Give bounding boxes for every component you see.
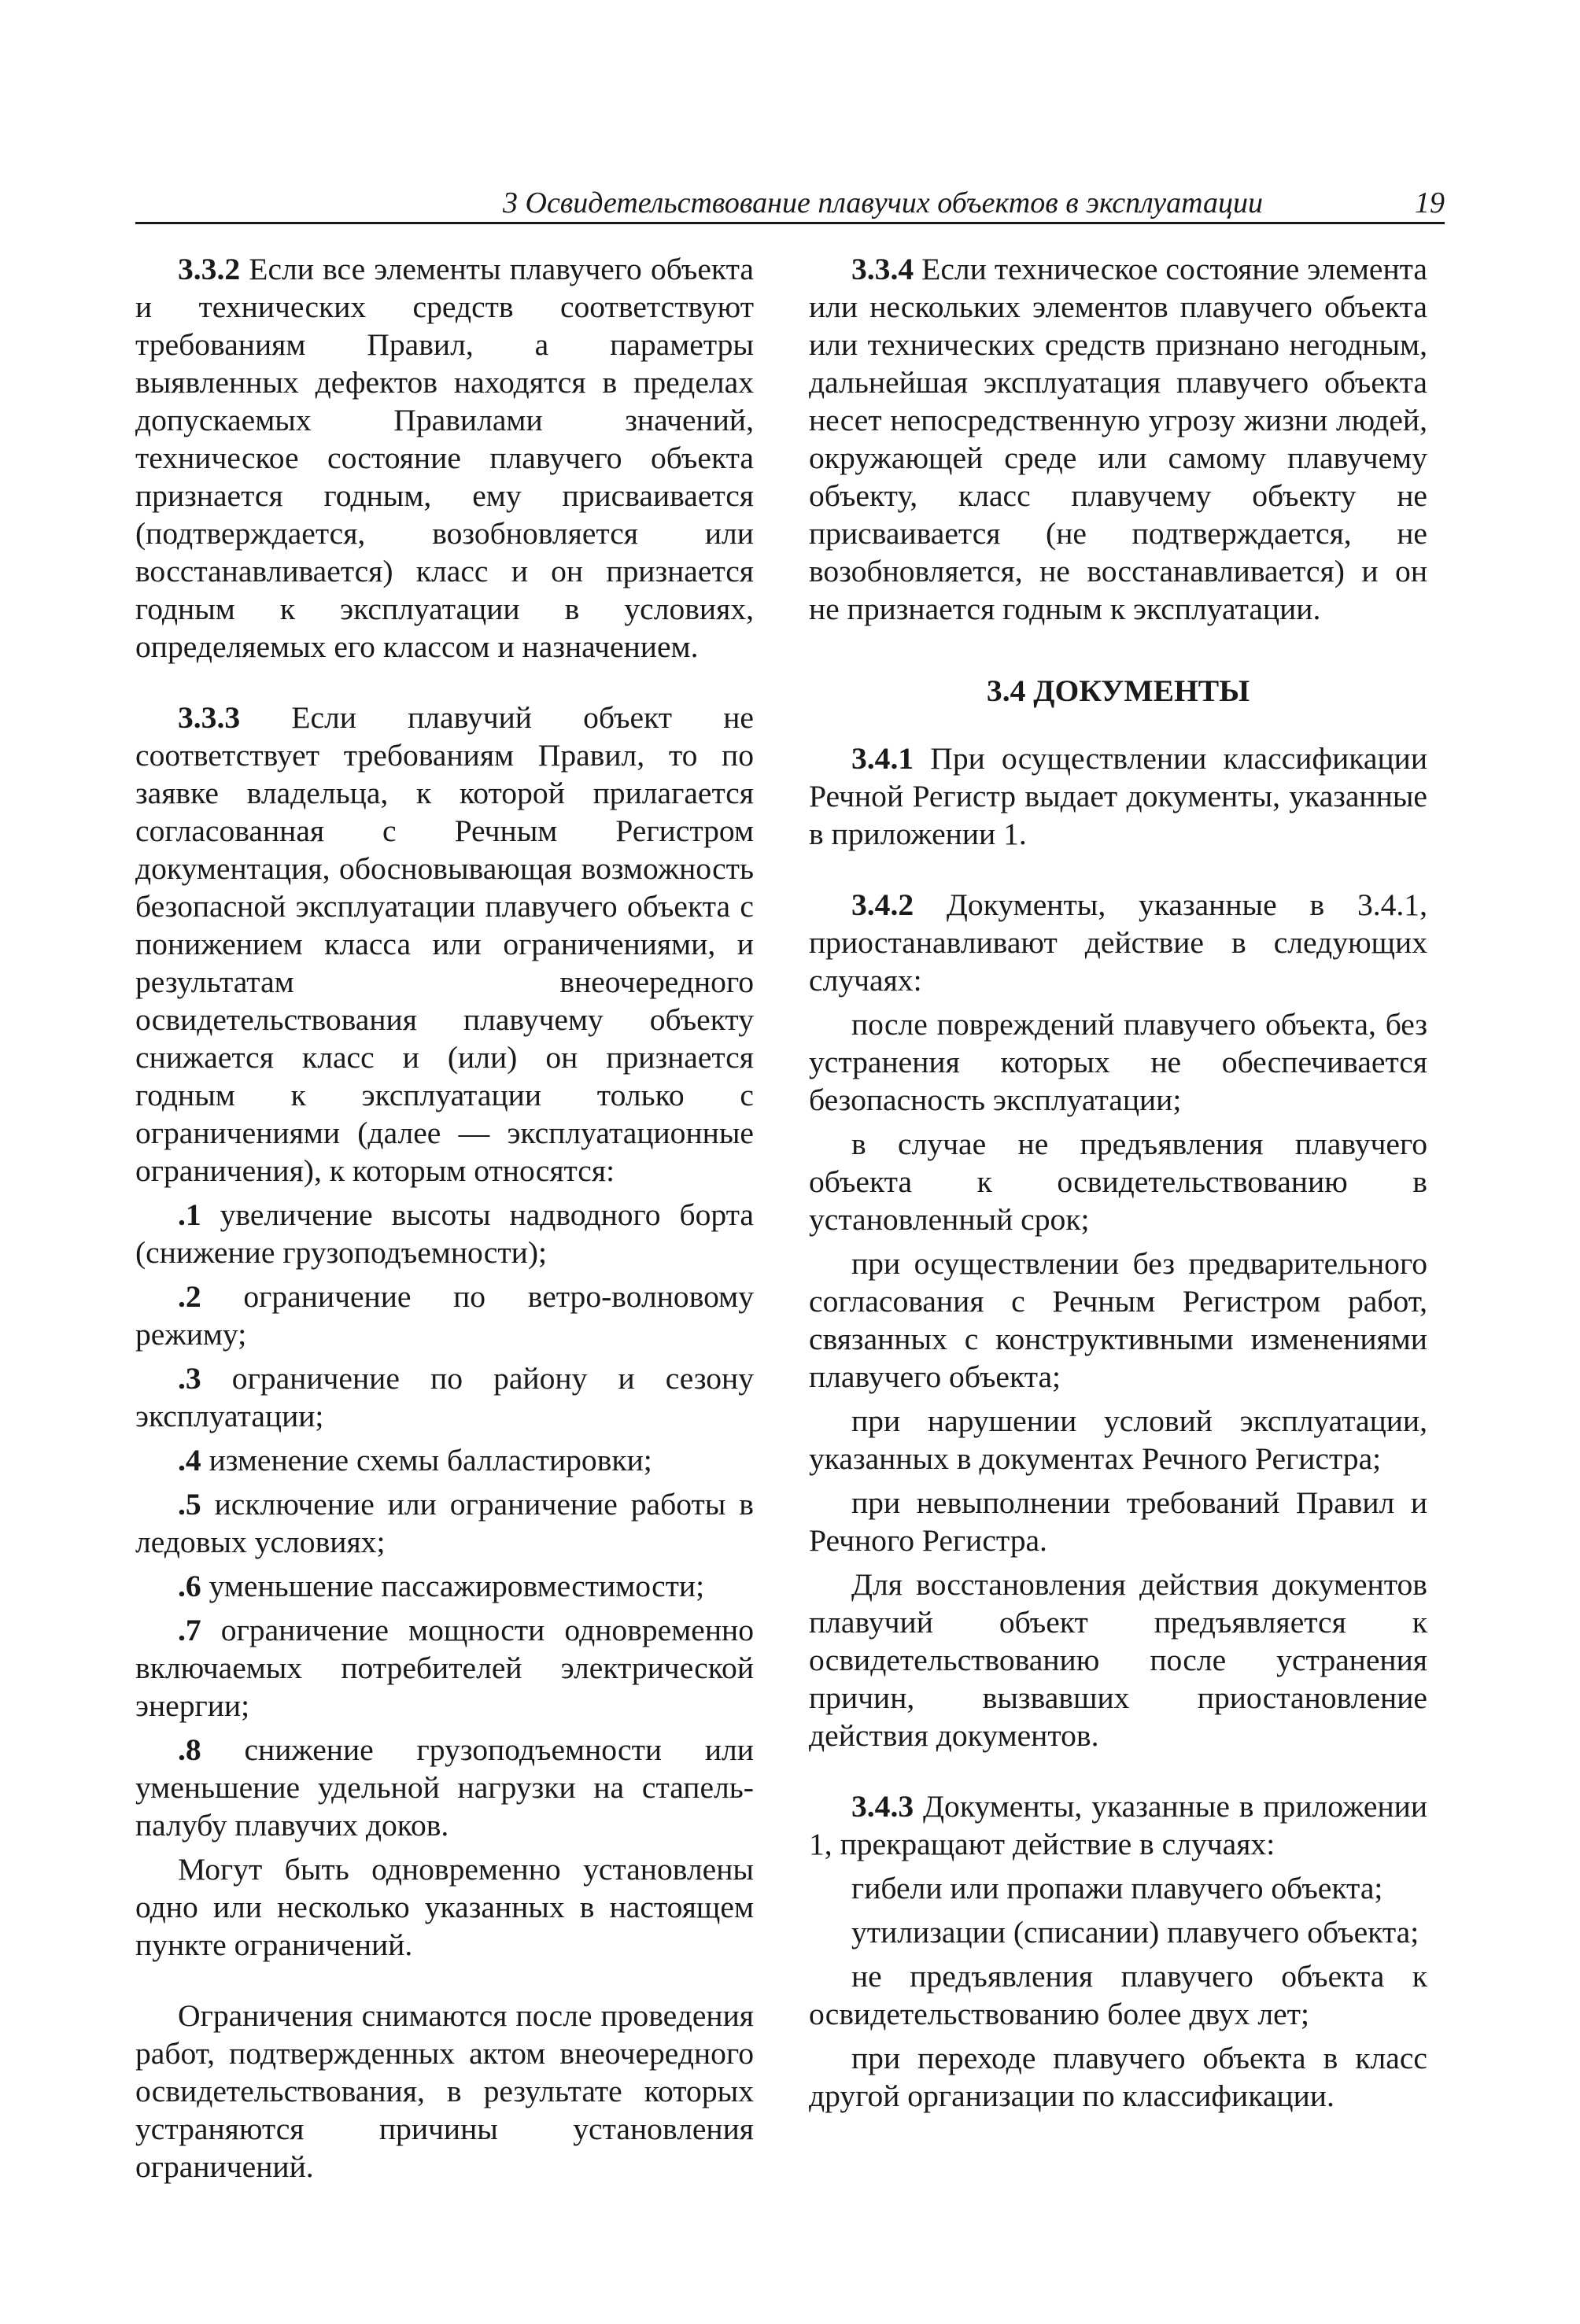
paragraph-text: Документы, указанные в 3.4.1, приостанавливают действие в следующих случаях:: [809, 887, 1427, 998]
suspend-case-5: при невыполнении требований Правил и Речного Регистра.: [809, 1485, 1427, 1558]
list-item-1: [135, 1196, 754, 1271]
section-heading: 3.4 ДОКУМЕНТЫ: [986, 673, 1250, 708]
clause-number: 3.3.4: [851, 252, 914, 286]
paragraph-limits-removed: Ограничения снимаются после проведения работ, подтвержденных актом внеочередного освидетельствования, в результате которых устраняются причины установления ограничений.: [135, 1998, 754, 2184]
clause-number: 3.4.3: [851, 1789, 914, 1824]
paragraph-3-4-1: [809, 740, 1427, 853]
paragraph-3-3-4: [809, 250, 1427, 628]
paragraph-text: Если плавучий объект не соответствует требованиям Правил, то по заявке владельца, к которой прилагается согласованная с Речным Регистром документация, обосновывающая возможность безопасной эксплуатации плавучего объекта с понижением класса или ограничениями, и результатам внеочередного освидетельствования плавучему объекту снижается класс и (или) он признается годным к эксплуатации только с ограничениями (далее — эксплуатационные ограничения), к которым относятся:: [135, 700, 754, 1188]
item-text: снижение грузоподъемности или уменьшение удельной нагрузки на стапель-палубу плавучих доков.: [135, 1732, 754, 1843]
paragraph-3-4-3: [809, 1787, 1427, 1863]
paragraph-text: Документы, указанные в приложении 1, прекращают действие в случаях:: [809, 1789, 1427, 1861]
item-text: ограничение по ветро-волновому режиму;: [135, 1279, 754, 1352]
item-number: .3: [178, 1361, 201, 1396]
item-number: .4: [178, 1443, 201, 1477]
item-text: ограничение мощности одновременно включаемых потребителей электрической энергии;: [135, 1613, 754, 1723]
list-item-2: [135, 1278, 754, 1353]
paragraph-3-4-2: [809, 886, 1427, 999]
terminate-case-2: утилизации (списании) плавучего объекта;: [851, 1915, 1419, 1950]
suspend-case-1: после повреждений плавучего объекта, без устранения которых не обеспечивается безопасность эксплуатации;: [809, 1007, 1427, 1117]
item-text: уменьшение пассажировместимости;: [201, 1569, 705, 1603]
item-text: изменение схемы балластировки;: [201, 1443, 652, 1477]
suspend-case-2: в случае не предъявления плавучего объекта к освидетельствованию в установленный срок;: [809, 1127, 1427, 1237]
item-number: .5: [178, 1487, 201, 1522]
paragraph-text: Если все элементы плавучего объекта и технических средств соответствуют требованиям Правил, а параметры выявленных дефектов находятся в пределах допускаемых Правилами значений, техническое состояние плавучего объекта признается годным, ему присваивается (подтверждается, возобновляется или восстанавливается) класс и он признается годным к эксплуатации в условиях, определяемых его классом и назначением.: [135, 252, 754, 664]
page-header: [135, 184, 1445, 224]
suspend-case-4: при нарушении условий эксплуатации, указанных в документах Речного Регистра;: [809, 1404, 1427, 1476]
item-text: увеличение высоты надводного борта (снижение грузоподъемности);: [135, 1197, 754, 1270]
item-number: .8: [178, 1732, 201, 1767]
clause-number: 3.4.1: [851, 741, 914, 776]
terminate-case-1: гибели или пропажи плавучего объекта;: [851, 1871, 1383, 1905]
list-item-3: [135, 1359, 754, 1435]
item-text: исключение или ограничение работы в ледовых условиях;: [135, 1487, 754, 1559]
list-item-6: [135, 1567, 754, 1605]
list-item-7: [135, 1611, 754, 1725]
paragraph-simultaneous-limits: Могут быть одновременно установлены одно или несколько указанных в настоящем пункте ограничений.: [135, 1852, 754, 1962]
list-item-5: [135, 1485, 754, 1561]
paragraph-text: Если техническое состояние элемента или нескольких элементов плавучего объекта или технических средств признано негодным, дальнейшая эксплуатация плавучего объекта несет непосредственную угрозу жизни людей, окружающей среде или самому плавучему объекту, класс плавучему объекту не присваивается (не подтверждается, не возобновляется, не восстанавливается) и он не признается годным к эксплуатации.: [809, 252, 1427, 626]
paragraph-text: При осуществлении классификации Речной Регистр выдает документы, указанные в приложении 1.: [809, 741, 1427, 851]
suspend-case-3: при осуществлении без предварительного согласования с Речным Регистром работ, связанных с конструктивными изменениями плавучего объекта;: [809, 1246, 1427, 1394]
item-number: .2: [178, 1279, 201, 1314]
page-number: 19: [1415, 186, 1445, 219]
paragraph-3-3-2: [135, 250, 754, 666]
paragraph-restore: Для восстановления действия документов плавучий объект предъявляется к освидетельствованию после устранения причин, вызвавших приостановление действия документов.: [809, 1567, 1427, 1753]
right-column: [809, 250, 1427, 2115]
terminate-case-3: не предъявления плавучего объекта к освидетельствованию более двух лет;: [809, 1959, 1427, 2031]
item-number: .7: [178, 1613, 201, 1647]
item-text: ограничение по району и сезону эксплуатации;: [135, 1361, 754, 1433]
paragraph-3-3-3: [135, 699, 754, 1190]
clause-number: 3.3.2: [178, 252, 241, 286]
terminate-case-4: при переходе плавучего объекта в класс другой организации по классификации.: [809, 2041, 1427, 2113]
left-column: [135, 250, 754, 2186]
clause-number: 3.4.2: [851, 887, 914, 922]
running-title: 3 Освидетельствование плавучих объектов в эксплуатации: [503, 186, 1263, 219]
clause-number: 3.3.3: [178, 700, 241, 735]
item-number: .6: [178, 1569, 201, 1603]
list-item-4: [135, 1441, 754, 1479]
list-item-8: [135, 1731, 754, 1844]
item-number: .1: [178, 1197, 201, 1232]
